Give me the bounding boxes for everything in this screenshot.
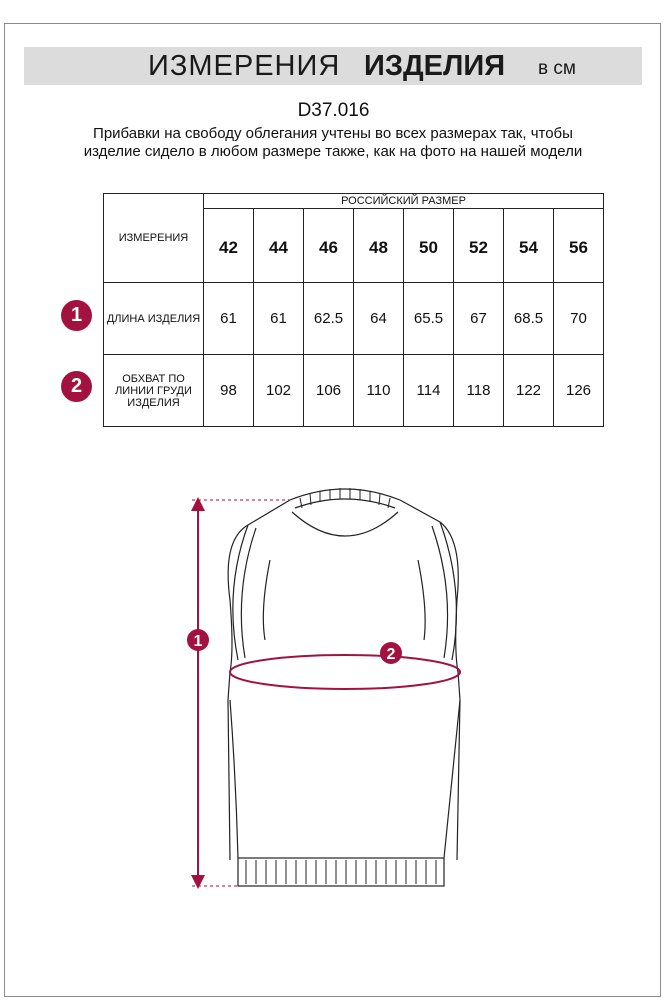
value-cell: 68.5 bbox=[504, 283, 554, 355]
size-cell: 56 bbox=[554, 209, 604, 283]
chest-ellipse bbox=[230, 655, 460, 689]
fit-note: Прибавки на свободу облегания учтены во всех размерах так, чтобы изделие сидело в любом размере также, как на фото на нашей модели bbox=[83, 125, 583, 160]
row-label: ОБХВАТ ПО ЛИНИИ ГРУДИ ИЗДЕЛИЯ bbox=[104, 355, 204, 427]
size-cell: 46 bbox=[304, 209, 354, 283]
size-cell: 44 bbox=[254, 209, 304, 283]
marker-length-label: 1 bbox=[193, 633, 203, 650]
value-cell: 98 bbox=[204, 355, 254, 427]
value-cell: 61 bbox=[254, 283, 304, 355]
marker-chest-label: 2 bbox=[386, 646, 396, 663]
value-cell: 64 bbox=[354, 283, 404, 355]
size-cell: 54 bbox=[504, 209, 554, 283]
row-badge-length: 1 bbox=[61, 300, 92, 331]
value-cell: 114 bbox=[404, 355, 454, 427]
row-badge-chest: 2 bbox=[61, 371, 92, 402]
value-cell: 65.5 bbox=[404, 283, 454, 355]
value-cell: 70 bbox=[554, 283, 604, 355]
title-unit: в см bbox=[538, 58, 576, 79]
value-cell: 61 bbox=[204, 283, 254, 355]
vest-outline bbox=[228, 489, 460, 886]
size-cell: 42 bbox=[204, 209, 254, 283]
measure-header: ИЗМЕРЕНИЯ bbox=[104, 194, 204, 283]
title-product: ИЗДЕЛИЯ bbox=[364, 50, 506, 82]
size-header: РОССИЙСКИЙ РАЗМЕР bbox=[204, 194, 604, 209]
size-cell: 50 bbox=[404, 209, 454, 283]
size-cell: 48 bbox=[354, 209, 404, 283]
value-cell: 122 bbox=[504, 355, 554, 427]
value-cell: 106 bbox=[304, 355, 354, 427]
title-measurements: ИЗМЕРЕНИЯ bbox=[148, 50, 341, 82]
value-cell: 110 bbox=[354, 355, 404, 427]
value-cell: 67 bbox=[454, 283, 504, 355]
product-code: D37.016 bbox=[297, 100, 370, 121]
size-cell: 52 bbox=[454, 209, 504, 283]
row-label: ДЛИНА ИЗДЕЛИЯ bbox=[104, 283, 204, 355]
value-cell: 126 bbox=[554, 355, 604, 427]
value-cell: 118 bbox=[454, 355, 504, 427]
value-cell: 102 bbox=[254, 355, 304, 427]
value-cell: 62.5 bbox=[304, 283, 354, 355]
